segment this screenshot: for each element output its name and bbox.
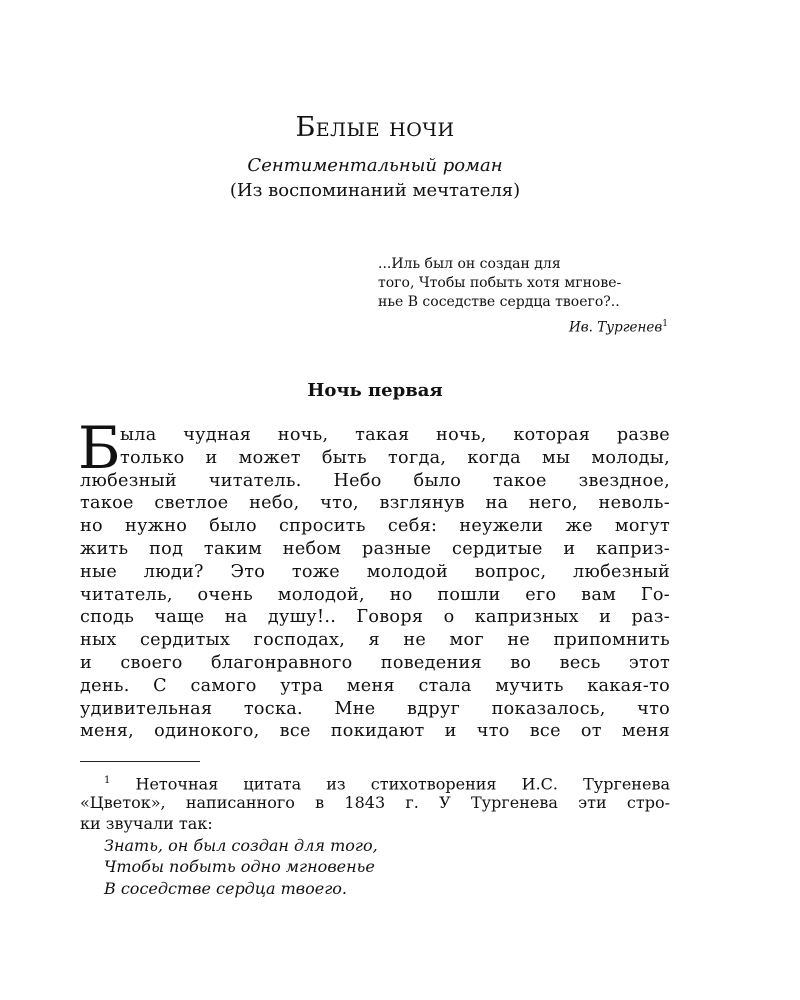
epigraph-author xyxy=(378,315,668,338)
footnote-line xyxy=(80,770,670,792)
subtitle-parenthetical: (Из воспоминаний мечтателя) xyxy=(229,180,521,201)
page-title: Белые ночи xyxy=(295,112,455,143)
body-line: меня, одинокого, все покидают и что все от меня xyxy=(80,721,670,742)
body-line: день. С самого утра меня стала мучить какая-то xyxy=(80,675,670,696)
footnote-verse-line: В соседстве сердца твоего. xyxy=(104,878,347,898)
footnote-number: 1 xyxy=(104,775,111,786)
subtitle: Сентиментальный роман xyxy=(247,155,503,176)
body-line: читатель, очень молодой, но пошли его вам Го- xyxy=(80,584,670,605)
drop-cap: Б xyxy=(78,414,121,482)
body-line: только и может быть тогда, когда мы молоды, xyxy=(120,447,670,468)
footnote-text: Неточная цитата из стихотворения И.С. Тургенева xyxy=(135,774,670,794)
footnote-reference[interactable]: 1 xyxy=(662,319,668,329)
epigraph-line: того, Чтобы побыть хотя мгнове- xyxy=(378,275,622,291)
epigraph-author-name: Ив. Тургенев xyxy=(569,319,663,336)
footnote-line: «Цветок», написанного в 1843 г. У Тургенева эти стро- xyxy=(80,792,670,812)
body-line: удивительная тоска. Мне вдруг показалось, что xyxy=(80,698,670,719)
body-line: такое светлое небо, что, взглянув на него, неволь- xyxy=(80,493,670,514)
body-line: но нужно было спросить себя: неужели же могут xyxy=(80,516,670,537)
body-line: жить под таким небом разные сердитые и каприз- xyxy=(80,538,670,559)
body-line: и своего благонравного поведения во весь этот xyxy=(80,652,670,673)
book-page xyxy=(80,0,670,1000)
body-line: сподь чаще на душу!.. Говоря о капризных и раз- xyxy=(80,607,670,628)
epigraph xyxy=(378,255,668,338)
footnote-line: ки звучали так: xyxy=(80,814,213,833)
body-line: ные люди? Это тоже молодой вопрос, любезный xyxy=(80,561,670,582)
section-heading: Ночь первая xyxy=(307,380,443,401)
footnote-divider xyxy=(80,761,200,762)
body-line: ных сердитых господах, я не мог не припомнить xyxy=(80,630,670,651)
body-line: ыла чудная ночь, такая ночь, которая разве xyxy=(120,425,670,445)
epigraph-line: ...Иль был он создан для xyxy=(378,256,561,272)
footnote xyxy=(80,770,670,899)
footnote-verse-line: Чтобы побыть одно мгновенье xyxy=(104,857,375,876)
footnote-verse-line: Знать, он был создан для того, xyxy=(104,835,378,855)
body-line: любезный читатель. Небо было такое звездное, xyxy=(80,470,670,491)
body-paragraph xyxy=(78,414,670,743)
epigraph-line: нье В соседстве сердца твоего?.. xyxy=(378,294,620,310)
